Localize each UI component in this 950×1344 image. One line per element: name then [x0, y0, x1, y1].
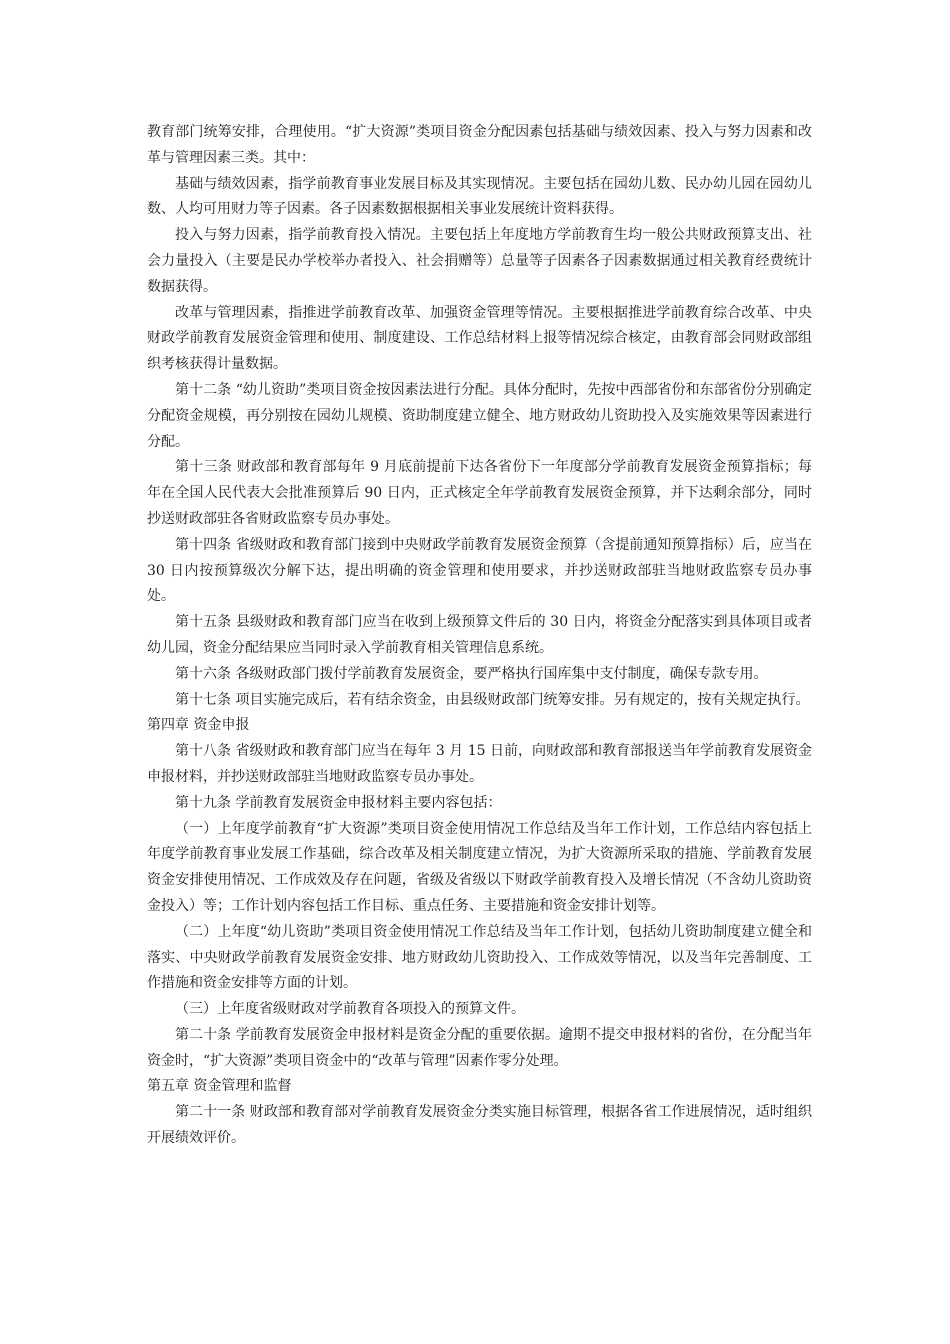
article-14: 第十四条 省级财政和教育部门接到中央财政学前教育发展资金预算（含提前通知预算指标）后，应当在 30 日内按预算级次分解下达，提出明确的资金管理和使用要求，并抄送财政部驻当地财政监察专员办事处。	[147, 536, 812, 605]
article-12: 第十二条 “幼儿资助”类项目资金按因素法进行分配。具体分配时，先按中西部省份和东部省份分别确定分配资金规模，再分别按在园幼儿规模、资助制度建立健全、地方财政幼儿资助投入及实施效果等因素进行分配。	[147, 381, 812, 450]
paragraph: 教育部门统筹安排，合理使用。“扩大资源”类项目资金分配因素包括基础与绩效因素、投入与努力因素和改革与管理因素三类。其中：	[147, 124, 812, 166]
article-21: 第二十一条 财政部和教育部对学前教育发展资金分类实施目标管理，根据各省工作进展情况，适时组织开展绩效评价。	[147, 1104, 812, 1147]
paragraph: 基础与绩效因素，指学前教育事业发展目标及其实现情况。主要包括在园幼儿数、民办幼儿园在园幼儿数、人均可用财力等子因素。各子因素数据根据相关事业发展统计资料获得。	[147, 175, 812, 218]
article-18: 第十八条 省级财政和教育部门应当在每年 3 月 15 日前，向财政部和教育部报送当年学前教育发展资金申报材料，并抄送财政部驻当地财政监察专员办事处。	[147, 743, 812, 785]
article-20: 第二十条 学前教育发展资金申报材料是资金分配的重要依据。逾期不提交申报材料的省份，在分配当年资金时，“扩大资源”类项目资金中的“改革与管理”因素作零分处理。	[147, 1026, 812, 1069]
list-item: （一）上年度学前教育“扩大资源”类项目资金使用情况工作总结及当年工作计划，工作总结内容包括上年度学前教育事业发展工作基础，综合改革及相关制度建立情况，为扩大资源所采取的措施、学前教育发展资金安排使用情况、工作成效及存在问题，省级及省级以下财政学前教育投入及增长情况（不含幼儿资助资金投入）等；工作计划内容包括工作目标、重点任务、主要措施和资金安排计划等。	[147, 820, 812, 914]
chapter-heading: 第四章 资金申报	[147, 717, 250, 734]
list-item: （二）上年度“幼儿资助”类项目资金使用情况工作总结及当年工作计划，包括幼儿资助制度建立健全和落实、中央财政学前教育发展资金安排、地方财政幼儿资助投入、工作成效等情况，以及当年完善制度、工作措施和资金安排等方面的计划。	[147, 923, 812, 992]
article-16: 第十六条 各级财政部门拨付学前教育发展资金，要严格执行国库集中支付制度，确保专款专用。	[175, 665, 768, 682]
paragraph: 投入与努力因素，指学前教育投入情况。主要包括上年度地方学前教育生均一般公共财政预算支出、社会力量投入（主要是民办学校举办者投入、社会捐赠等）总量等子因素各子因素数据通过相关教育经费统计数据获得。	[147, 227, 812, 295]
article-13: 第十三条 财政部和教育部每年 9 月底前提前下达各省份下一年度部分学前教育发展资金预算指标；每年在全国人民代表大会批准预算后 90 日内，正式核定全年学前教育发展资金预算，并下达剩余部分，同时抄送财政部驻各省财政监察专员办事处。	[147, 459, 812, 527]
document-body	[147, 120, 812, 1152]
list-item: （三）上年度省级财政对学前教育各项投入的预算文件。	[175, 1001, 525, 1018]
article-19: 第十九条 学前教育发展资金申报材料主要内容包括：	[175, 794, 502, 811]
paragraph: 改革与管理因素，指推进学前教育改革、加强资金管理等情况。主要根据推进学前教育综合改革、中央财政学前教育发展资金管理和使用、制度建设、工作总结材料上报等情况综合核定，由教育部会同财政部组织考核获得计量数据。	[147, 304, 812, 373]
chapter-heading: 第五章 资金管理和监督	[147, 1078, 292, 1095]
article-15: 第十五条 县级财政和教育部门应当在收到上级预算文件后的 30 日内，将资金分配落实到具体项目或者幼儿园，资金分配结果应当同时录入学前教育相关管理信息系统。	[147, 614, 812, 656]
article-17: 第十七条 项目实施完成后，若有结余资金，由县级财政部门统筹安排。另有规定的，按有关规定执行。	[175, 691, 810, 708]
